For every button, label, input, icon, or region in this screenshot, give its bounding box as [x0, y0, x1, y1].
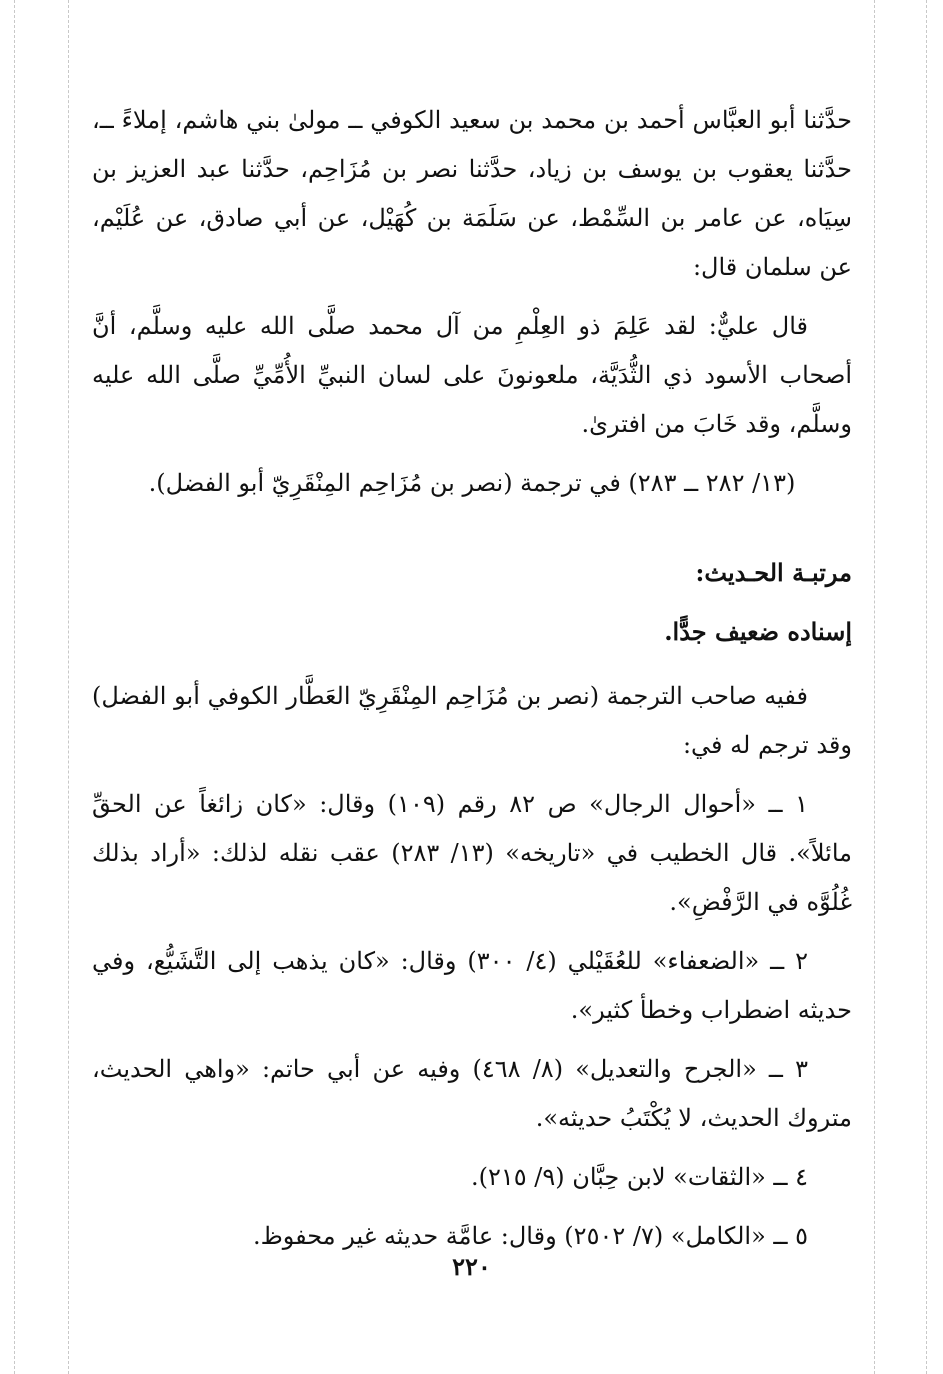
list-item: ٢ ــ «الضعفاء» للعُقَيْلي (٤/ ٣٠٠) وقال: «كان يذهب إلى التَّشَيُّع، وفي حديثه اضطراب وخطأ كثير».: [92, 947, 852, 1024]
ruling-text: إسناده ضعيف جدًّا.: [664, 617, 852, 646]
list-item: ٥ ــ «الكامل» (٧/ ٢٥٠٢) وقال: عامَّة حديثه غير محفوظ.: [252, 1222, 808, 1250]
inner-right-guide: [874, 0, 875, 1374]
list-item: ١ ــ «أحوال الرجال» ص ٨٢ رقم (١٠٩) وقال: «كان زائغاً عن الحقِّ مائلاً». قال الخطيب في «تاريخه» (١٣/ ٢٨٣) عقب نقله لذلك: «أراد بذلك غُلُوَّه في الرَّفْضِ».: [92, 790, 852, 916]
left-margin-guide: [14, 0, 15, 1374]
isnad-paragraph: حدَّثنا أبو العبَّاس أحمد بن محمد بن سعيد الكوفي ــ مولىٰ بني هاشم، إملاءً ــ، حدَّثنا يعقوب بن يوسف بن زياد، حدَّثنا نصر بن مُزَاحِم، حدَّثنا عبد العزيز بن سِيَاه، عن عامر بن السِّمْط، عن سَلَمَة بن كُهَيْل، عن أبي صادق، عن عُلَيْم، عن سلمان قال:: [92, 106, 852, 281]
list-item: ٤ ــ «الثقات» لابن حِبَّان (٩/ ٢١٥).: [470, 1163, 808, 1191]
ruling-heading: مرتبـة الحـديث:: [695, 558, 852, 587]
inner-left-guide: [68, 0, 69, 1374]
matn-paragraph: قال عليٌّ: لقد عَلِمَ ذو العِلْمِ من آل محمد صلَّى الله عليه وسلَّم، أنَّ أصحاب الأسود ذي الثُّدَيَّة، ملعونونَ على لسان النبيِّ الأُمِّيِّ صلَّى الله عليه وسلَّم، وقد خَابَ من افترىٰ.: [92, 312, 852, 438]
page-number: ٢٢٠: [452, 1252, 491, 1281]
source-reference: (١٣/ ٢٨٢ ــ ٢٨٣) في ترجمة (نصر بن مُزَاحِم المِنْقَرِيّ أبو الفضل).: [148, 469, 796, 497]
book-page: [92, 96, 852, 1271]
right-margin-guide: [926, 0, 927, 1374]
list-item: ٣ ــ «الجرح والتعديل» (٨/ ٤٦٨) وفيه عن أبي حاتم: «واهي الحديث، متروك الحديث، لا يُكْتَبُ حديثه».: [92, 1055, 852, 1132]
narrator-intro: ففيه صاحب الترجمة (نصر بن مُزَاحِم المِنْقَرِيّ العَطَّار الكوفي أبو الفضل) وقد ترجم له في:: [92, 682, 852, 759]
